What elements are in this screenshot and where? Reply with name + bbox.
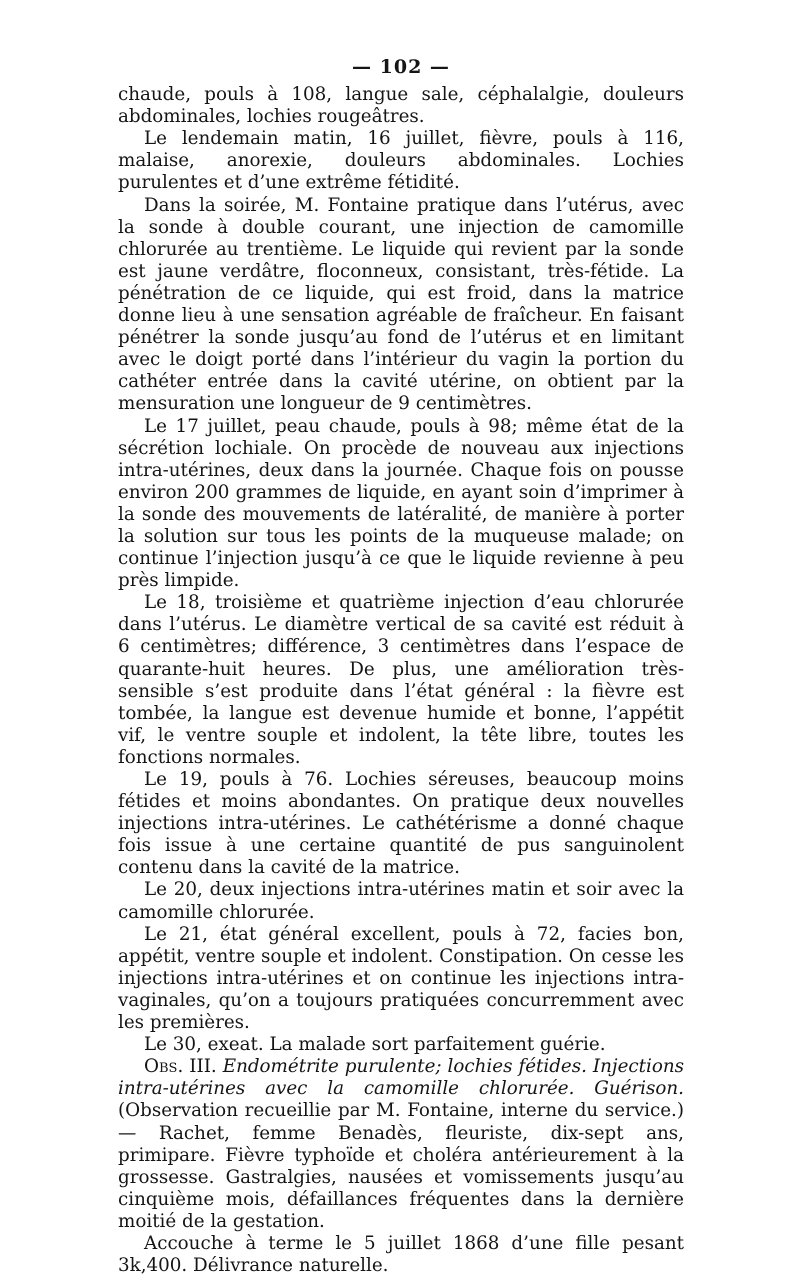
observation-paragraph: [118, 1056, 684, 1233]
paragraph-20: Le 20, deux injections intra-utérines matin et soir avec la camomille chlorurée.: [118, 879, 684, 923]
paragraph-19: Le 19, pouls à 76. Lochies séreuses, beaucoup moins fétides et moins abondantes. On pratique deux nouvelles injections intra-utérines. Le cathétérisme a donné chaque fois issue à une certaine quantité de pus sanguinolent contenu dans la cavité de la matrice.: [118, 769, 684, 879]
paragraph-continuation: chaude, pouls à 108, langue sale, céphalalgie, douleurs abdominales, lochies rougeâtres.: [118, 84, 684, 128]
paragraph-accouchement: Accouche à terme le 5 juillet 1868 d’une fille pesant 3k,400. Délivrance naturelle.: [118, 1232, 684, 1277]
paragraph-21: Le 21, état général excellent, pouls à 72, facies bon, appétit, ventre souple et indolent. Constipation. On cesse les injections intra-utérines et on continue les injections intra-vaginales, qu’on a toujours pratiquées concurremment avec les premières.: [118, 923, 684, 1034]
paragraph-30: Le 30, exeat. La malade sort parfaitement guérie.: [144, 1034, 606, 1056]
paragraph-18: Le 18, troisième et quatrième injection d’eau chlorurée dans l’utérus. Le diamètre vertical de sa cavité est réduit à 6 centimètres; différence, 3 centimètres dans l’espace de quarante-huit heures. De plus, une amélioration très-sensible s’est produite dans l’état général : la fièvre est tombée, la langue est devenue humide et bonne, l’appétit vif, le ventre souple et indolent, la tête libre, toutes les fonctions normales.: [118, 592, 684, 768]
observation-body: (Observation recueillie par M. Fontaine, interne du service.) — Rachet, femme Benadès, fleuriste, dix-sept ans, primipare. Fièvre typhoïde et choléra antérieurement à la grossesse. Gastralgies, nausées et vomissements jusqu’au cinquième mois, défaillances fréquentes dans la dernière moitié de la gestation.: [118, 1100, 684, 1232]
paragraph-16-juillet: Le lendemain matin, 16 juillet, fièvre, pouls à 116, malaise, anorexie, douleurs abdominales. Lochies purulentes et d’une extrême fétidité.: [118, 128, 684, 194]
page-number: — 102 —: [352, 56, 450, 78]
paragraph-soiree: Dans la soirée, M. Fontaine pratique dans l’utérus, avec la sonde à double courant, une injection de camomille chlorurée au trentième. Le liquide qui revient par la sonde est jaune verdâtre, floconneux, consistant, très-fétide. La pénétration de ce liquide, qui est froid, dans la matrice donne lieu à une sensation agréable de fraîcheur. En faisant pénétrer la sonde jusqu’au fond de l’utérus et en limitant avec le doigt porté dans l’intérieur du vagin la portion du cathéter entrée dans la cavité utérine, on obtient par la mensuration une longueur de 9 centimètres.: [118, 194, 684, 415]
paragraph-17-juillet: Le 17 juillet, peau chaude, pouls à 98; même état de la sécrétion lochiale. On procède de nouveau aux injections intra-utérines, deux dans la journée. Chaque fois on pousse environ 200 grammes de liquide, en ayant soin d’imprimer à la sonde des mouvements de latéralité, de manière à porter la solution sur tous les points de la muqueuse malade; on continue l’injection jusqu’à ce que le liquide revienne à peu près limpide.: [118, 415, 684, 592]
observation-label: Obs. III.: [144, 1056, 217, 1078]
document-page: [118, 56, 684, 1277]
observation-title: Endométrite purulente; lochies fétides. Injections intra-utérines avec la camomille chlorurée. Guérison.: [118, 1056, 685, 1100]
